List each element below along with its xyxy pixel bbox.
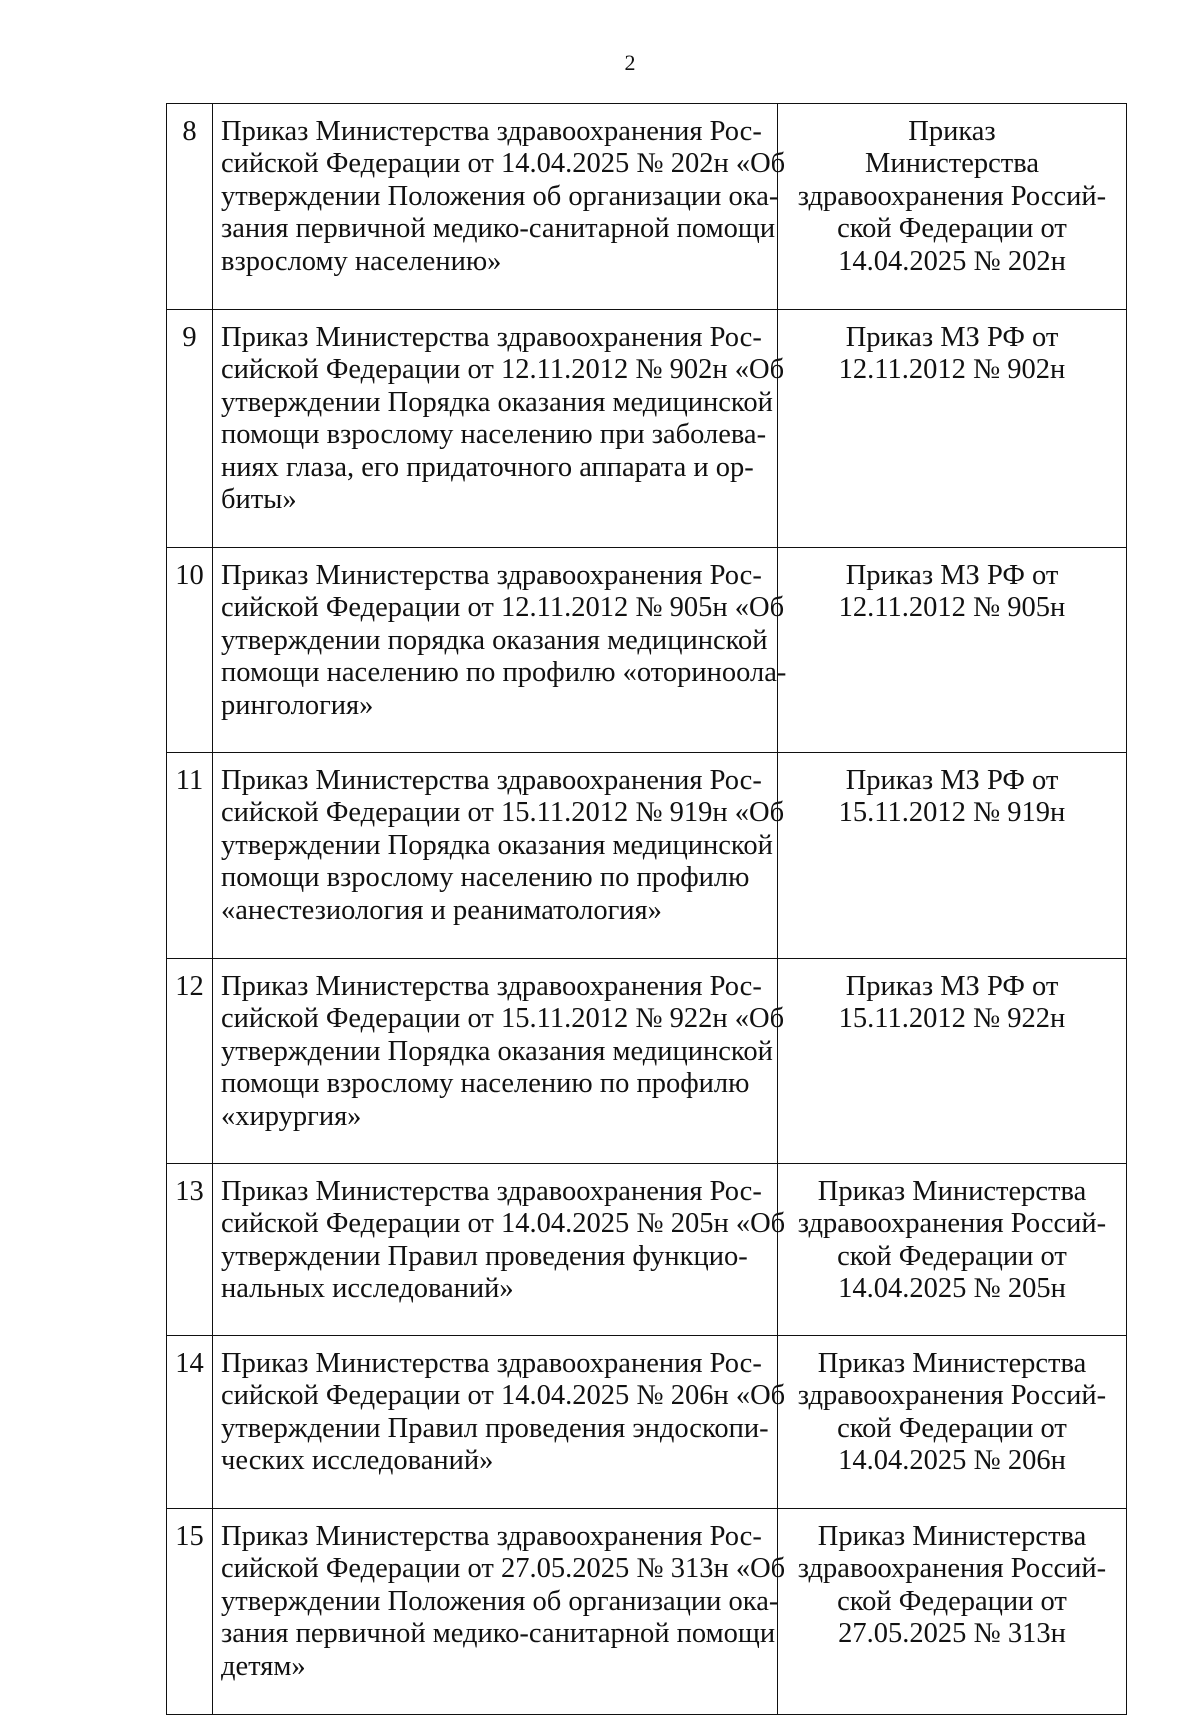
order-short-name-line: 27.05.2025 № 313н [838,1618,1066,1650]
order-title-line: Приказ Министерства здравоохранения Рос- [221,322,762,353]
order-short-name-cell [778,1336,1127,1509]
order-short-name-line: Приказ [908,116,996,147]
order-title-line: помощи взрослому населению по профилю [221,1068,750,1100]
row-number: 15 [167,1509,213,1715]
order-title-line: Приказ Министерства здравоохранения Рос- [221,971,762,1002]
order-short-name-cell [778,1509,1127,1715]
order-title-line: утверждении порядка оказания медицинской [221,624,768,656]
order-title-line: «хирургия» [221,1100,362,1132]
order-title-cell [213,1509,786,1715]
order-title-line: Приказ Министерства здравоохранения Рос- [221,1521,762,1552]
table-row [167,1336,1127,1509]
table-row [167,310,1127,548]
order-short-name-cell [778,310,1127,548]
order-title-cell [213,310,785,548]
table-row [167,1509,1127,1715]
order-title-line: сийской Федерации от 15.11.2012 № 922н «Об [221,1003,785,1035]
order-title-line: утверждении Положения об организации ока- [221,180,779,212]
order-title-line: ческих исследований» [221,1445,494,1477]
orders-table [166,103,1127,1715]
order-short-name-cell [778,959,1127,1164]
order-title-line: ниях глаза, его придаточного аппарата и ор- [221,451,754,483]
order-short-name-line: 14.04.2025 № 202н [838,245,1066,277]
row-number: 11 [167,753,213,959]
order-title-line: сийской Федерации от 14.04.2025 № 205н «Об [221,1208,786,1240]
order-title-line: утверждении Порядка оказания медицинской [221,829,773,861]
order-short-name-line: Приказ МЗ РФ от [845,322,1059,353]
row-number: 13 [167,1164,213,1336]
order-title-line: Приказ Министерства здравоохранения Рос- [221,765,762,796]
order-short-name-line: Приказ МЗ РФ от [845,971,1059,1002]
table-row [167,548,1127,753]
order-title-line: рингология» [221,689,374,721]
order-short-name-line: 15.11.2012 № 922н [838,1003,1066,1035]
page-number: 2 [624,50,636,75]
order-title-cell [213,959,785,1164]
order-short-name-cell [778,548,1127,753]
row-number: 8 [167,104,213,310]
order-title-cell [213,1164,786,1336]
row-number: 9 [167,310,213,548]
order-title-cell [213,548,787,753]
order-title-line: сийской Федерации от 14.04.2025 № 206н «Об [221,1380,786,1412]
row-number: 12 [167,959,213,1164]
order-title-line: зания первичной медико-санитарной помощи [221,1618,776,1650]
order-short-name-cell [778,104,1127,310]
order-title-line: помощи взрослому населению по профилю [221,862,750,894]
order-title-cell [213,753,785,959]
order-short-name-line: ской Федерации от [837,1585,1067,1617]
order-short-name-line: ской Федерации от [837,1412,1067,1444]
order-title-line: детям» [221,1650,306,1682]
order-short-name-line: здравоохранения Россий- [797,1553,1107,1585]
order-short-name-line: 12.11.2012 № 905н [838,592,1066,624]
row-number: 10 [167,548,213,753]
order-short-name-line: 14.04.2025 № 205н [838,1273,1066,1305]
order-title-line: Приказ Министерства здравоохранения Рос- [221,1176,762,1207]
order-short-name-line: Приказ Министерства [817,1348,1087,1379]
order-short-name-line: здравоохранения Россий- [797,1208,1107,1240]
order-short-name-line: Приказ Министерства [817,1176,1087,1207]
order-title-line: Приказ Министерства здравоохранения Рос- [221,560,762,591]
order-title-line: нальных исследований» [221,1273,514,1305]
order-title-line: зания первичной медико-санитарной помощи [221,213,776,245]
order-title-line: утверждении Положения об организации ока- [221,1585,779,1617]
order-title-line: Приказ Министерства здравоохранения Рос- [221,1348,762,1379]
order-short-name-line: Приказ МЗ РФ от [845,560,1059,591]
order-title-line: взрослому населению» [221,245,502,277]
orders-table-body [167,104,1127,1715]
order-title-line: помощи взрослому населению при заболева- [221,419,767,451]
order-short-name-line: ской Федерации от [837,1240,1067,1272]
order-short-name-line: здравоохранения Россий- [797,180,1107,212]
order-short-name-line: 12.11.2012 № 902н [838,354,1066,386]
table-row [167,104,1127,310]
order-title-line: «анестезиология и реаниматология» [221,894,662,926]
order-title-cell [213,104,786,310]
order-short-name-cell [778,1164,1127,1336]
order-short-name-line: 15.11.2012 № 919н [838,797,1066,829]
order-short-name-line: 14.04.2025 № 206н [838,1445,1066,1477]
order-title-line: помощи населению по профилю «оториноола- [221,657,787,689]
order-short-name-line: здравоохранения Россий- [797,1380,1107,1412]
order-title-line: сийской Федерации от 12.11.2012 № 905н «Об [221,592,785,624]
order-short-name-line: ской Федерации от [837,213,1067,245]
order-title-line: сийской Федерации от 15.11.2012 № 919н «Об [221,797,785,829]
order-short-name-cell [778,753,1127,959]
order-title-line: биты» [221,484,297,516]
order-title-line: сийской Федерации от 27.05.2025 № 313н «Об [221,1553,786,1585]
table-row [167,753,1127,959]
order-title-line: сийской Федерации от 12.11.2012 № 902н «Об [221,354,785,386]
table-row [167,959,1127,1164]
table-row [167,1164,1127,1336]
order-title-line: утверждении Порядка оказания медицинской [221,386,773,418]
order-title-line: утверждении Правил проведения эндоскопи- [221,1412,769,1444]
order-short-name-line: Приказ МЗ РФ от [845,765,1059,796]
order-short-name-line: Министерства [865,148,1039,180]
order-title-line: утверждении Порядка оказания медицинской [221,1035,773,1067]
order-short-name-line: Приказ Министерства [817,1521,1087,1552]
row-number: 14 [167,1336,213,1509]
order-title-line: утверждении Правил проведения функцио- [221,1240,748,1272]
order-title-line: Приказ Министерства здравоохранения Рос- [221,116,762,147]
order-title-cell [213,1336,786,1509]
order-title-line: сийской Федерации от 14.04.2025 № 202н «Об [221,148,786,180]
